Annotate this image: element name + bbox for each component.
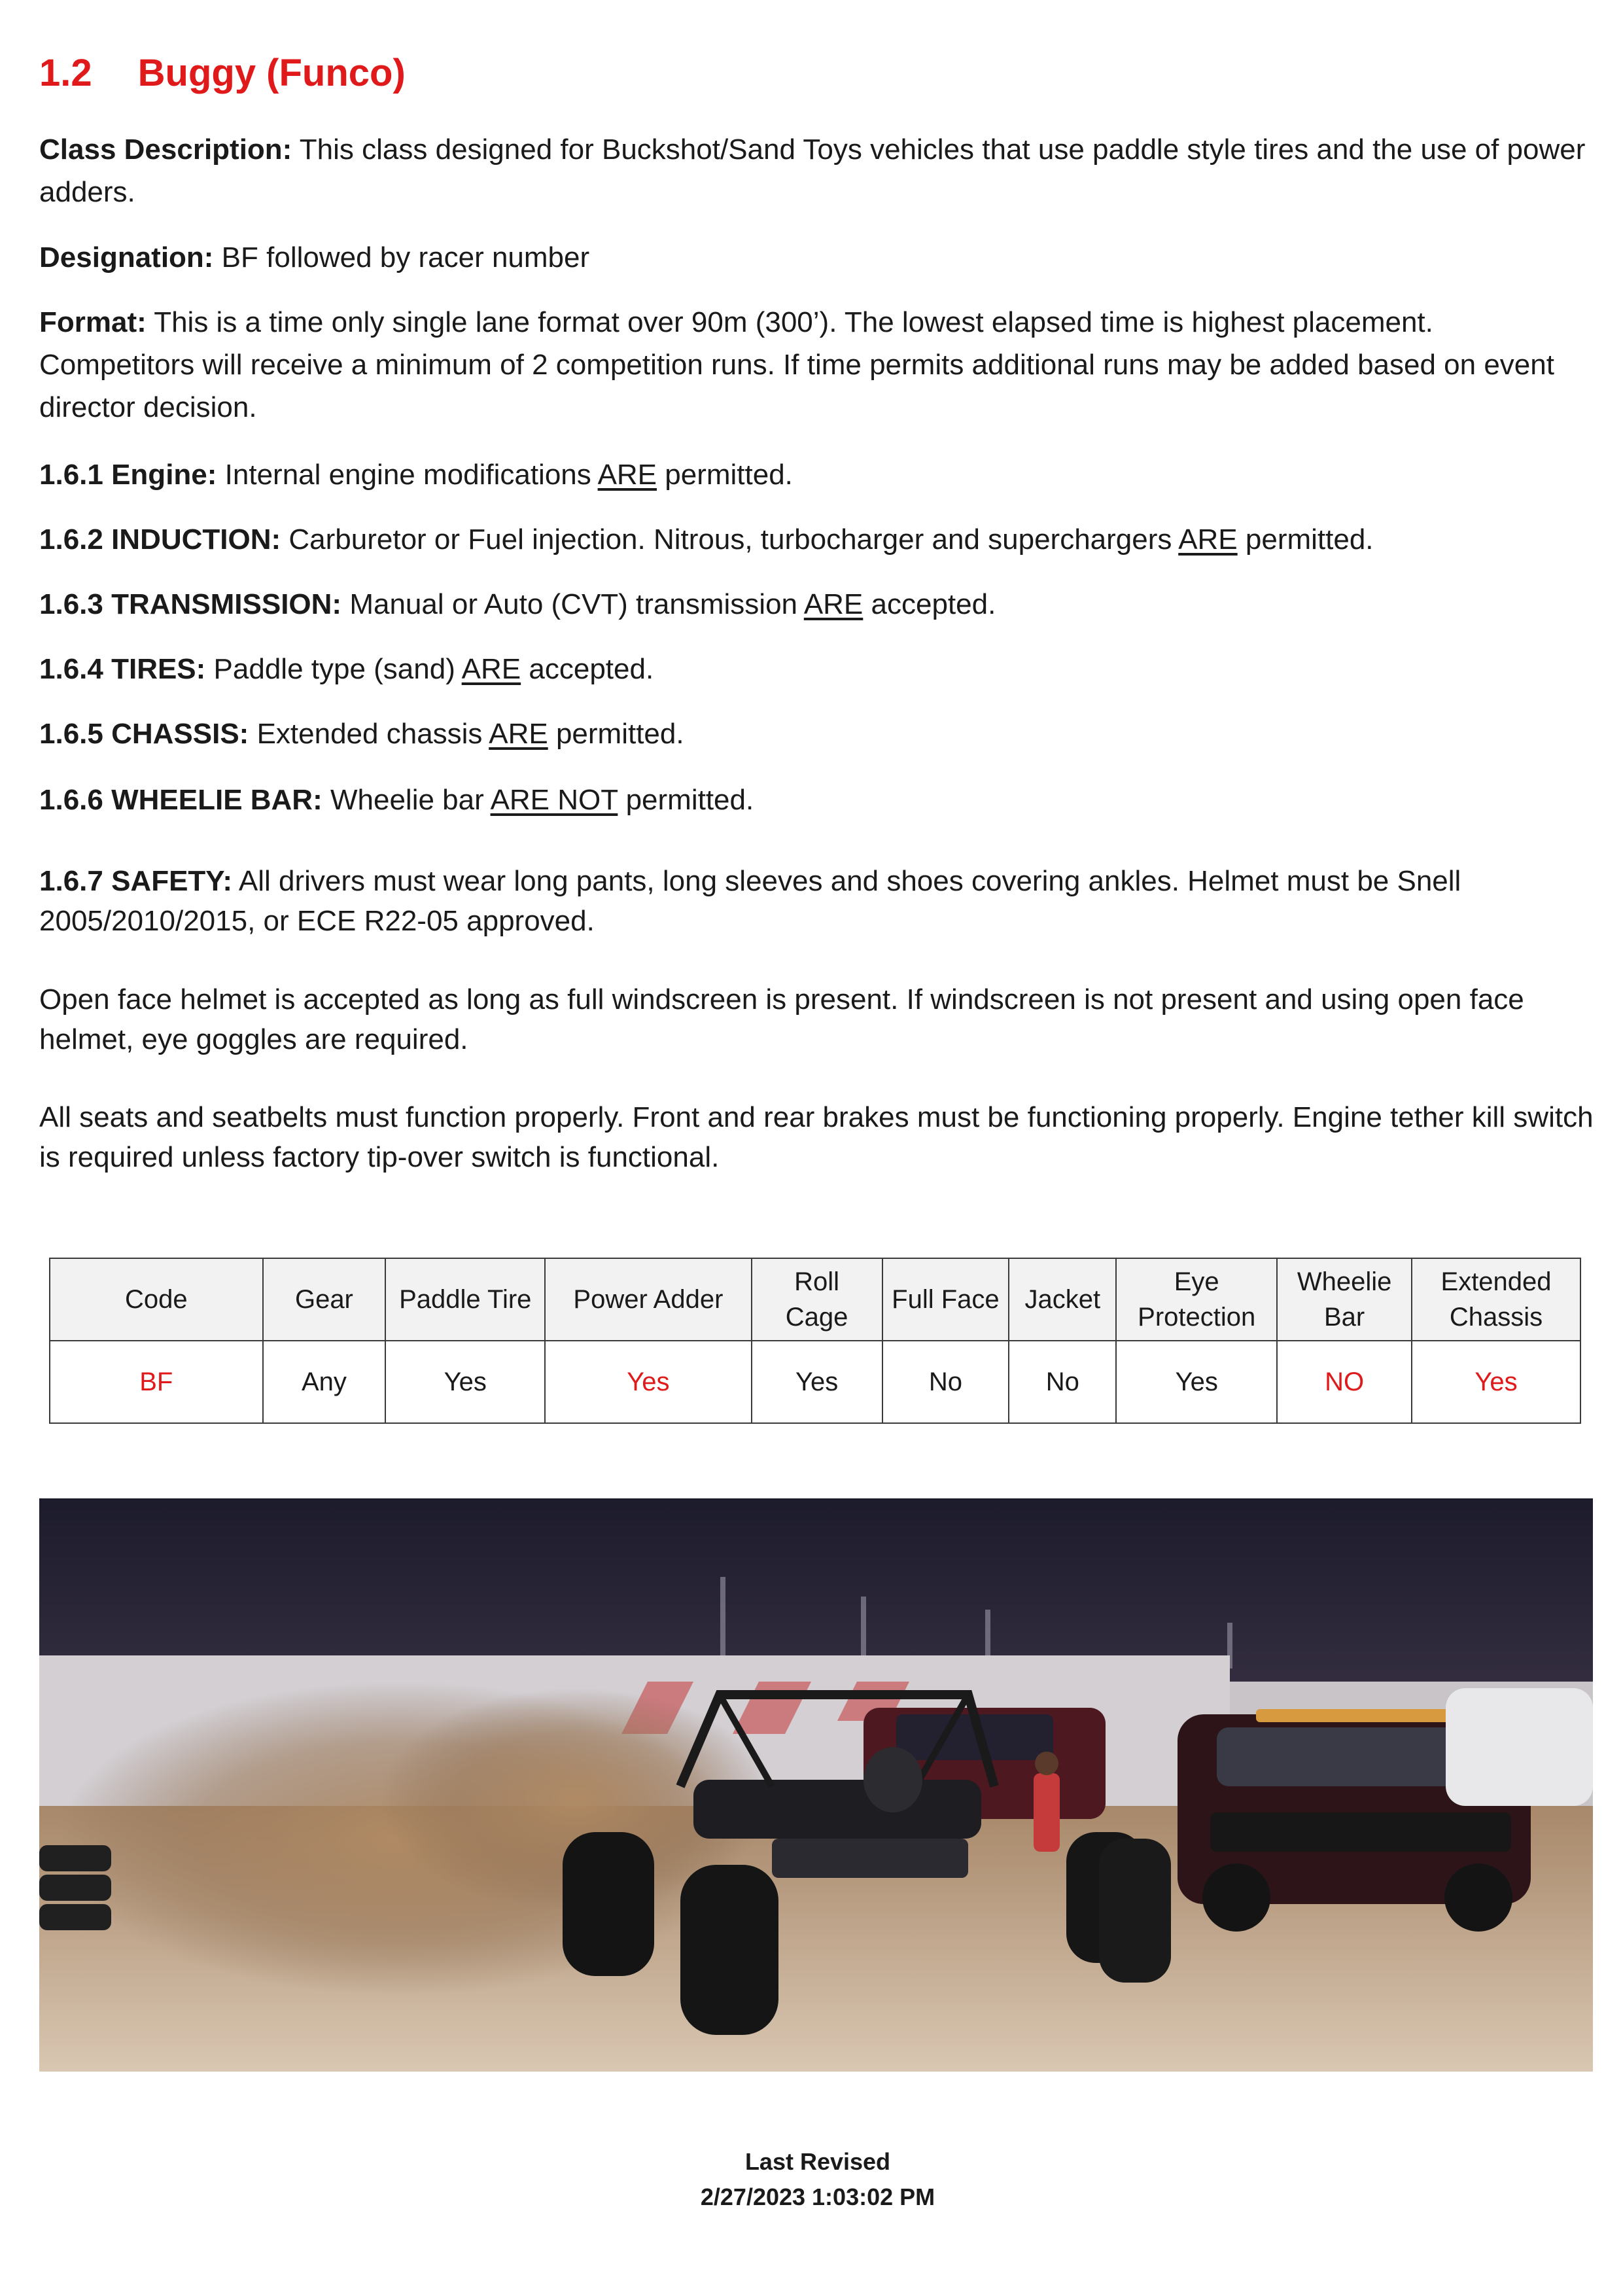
footer-label: Last Revised (744, 2148, 891, 2175)
rule-text: Wheelie bar (322, 784, 491, 816)
class-description-text: This class designed for Buckshot/Sand Toys vehicles that use paddle style tires and the use of power adders. (39, 133, 1586, 208)
class-description-paragraph (39, 128, 1596, 213)
format-paragraph (39, 301, 1596, 429)
rule-emphasis: ARE (803, 588, 864, 620)
table-cell: No (882, 1341, 1009, 1423)
safety-seats-paragraph: All seats and seatbelts must function properly. Front and rear brakes must be functioning properly. Engine tether kill switch is required unless factory tip-over switch is functional. (39, 1101, 1594, 1173)
section-number: 1.2 (39, 52, 92, 94)
rule-emphasis: ARE (489, 718, 548, 750)
table-cell: No (1009, 1341, 1116, 1423)
table-cell-wheelie-bar: NO (1277, 1341, 1412, 1423)
table-header-cell: Paddle Tire (385, 1258, 545, 1341)
safety-label: 1.6.7 SAFETY: (39, 865, 233, 897)
table-cell: Any (263, 1341, 386, 1423)
rule-emphasis: ARE (461, 653, 521, 685)
table-cell-extended-chassis: Yes (1412, 1341, 1580, 1423)
rule-emphasis: ARE (1178, 523, 1238, 556)
rule-label: 1.6.6 WHEELIE BAR: (39, 784, 323, 816)
rule-emphasis: ARE (597, 459, 657, 491)
rule-label: 1.6.4 TIRES: (39, 653, 206, 685)
rule-wheelie-bar (39, 779, 1596, 821)
section-heading (39, 51, 406, 95)
safety-helmet-paragraph: Open face helmet is accepted as long as full windscreen is present. If windscreen is not present and using open face helmet, eye goggles are required. (39, 983, 1524, 1055)
rule-transmission (39, 583, 1596, 626)
table-cell: Yes (752, 1341, 882, 1423)
rule-text-end: accepted. (863, 588, 996, 620)
footer-revised-date: 2/27/2023 1:03:02 PM (700, 2183, 935, 2210)
table-header-cell: Wheelie Bar (1277, 1258, 1412, 1341)
class-description-label: Class Description: (39, 133, 292, 166)
buggy-racing-photo (39, 1498, 1593, 2072)
rule-text: Extended chassis (249, 718, 489, 750)
rule-safety (39, 861, 1596, 941)
table-header-cell: Gear (263, 1258, 386, 1341)
rule-label: 1.6.2 INDUCTION: (39, 523, 281, 556)
table-cell: Yes (385, 1341, 545, 1423)
table-header-row (50, 1258, 1580, 1341)
rule-tires (39, 648, 1596, 690)
table-header-cell: Roll Cage (752, 1258, 882, 1341)
designation-paragraph (39, 236, 1596, 279)
rule-emphasis: ARE NOT (490, 784, 618, 816)
table-cell-power-adder: Yes (545, 1341, 752, 1423)
rule-text: Manual or Auto (CVT) transmission (341, 588, 804, 620)
table-row (50, 1341, 1580, 1423)
format-text: This is a time only single lane format over 90m (300’). The lowest elapsed time is highest placement. Competitors will receive a minimum of 2 competition runs. If time permits additional runs may be added based on event director decision. (39, 306, 1554, 423)
table-header-cell: Power Adder (545, 1258, 752, 1341)
rule-text: Paddle type (sand) (205, 653, 462, 685)
table-header-cell: Extended Chassis (1412, 1258, 1580, 1341)
table-header-cell: Jacket (1009, 1258, 1116, 1341)
rule-text-end: accepted. (521, 653, 654, 685)
table-cell: Yes (1116, 1341, 1277, 1423)
rule-label: 1.6.5 CHASSIS: (39, 718, 249, 750)
rule-text: Carburetor or Fuel injection. Nitrous, turbocharger and superchargers (281, 523, 1179, 556)
rule-text-end: permitted. (1237, 523, 1374, 556)
rule-engine (39, 453, 1596, 496)
rule-induction (39, 518, 1596, 561)
safety-text: All drivers must wear long pants, long sleeves and shoes covering ankles. Helmet must be Snell 2005/2010/2015, or ECE R22-05 approved. (39, 865, 1461, 937)
rule-label: 1.6.3 TRANSMISSION: (39, 588, 342, 620)
rule-label: 1.6.1 Engine: (39, 459, 217, 491)
table-cell-code: BF (50, 1341, 263, 1423)
rule-text-end: permitted. (618, 784, 754, 816)
rule-text-end: permitted. (548, 718, 684, 750)
rule-text: Internal engine modifications (217, 459, 598, 491)
table-header-cell: Eye Protection (1116, 1258, 1277, 1341)
table-header-cell: Code (50, 1258, 263, 1341)
rule-chassis (39, 713, 1596, 755)
designation-text: BF followed by racer number (213, 241, 590, 274)
rule-text-end: permitted. (657, 459, 793, 491)
table-header-cell: Full Face (882, 1258, 1009, 1341)
designation-label: Designation: (39, 241, 214, 274)
section-title: Buggy (Funco) (137, 52, 406, 94)
class-spec-table (49, 1258, 1581, 1424)
format-label: Format: (39, 306, 147, 338)
